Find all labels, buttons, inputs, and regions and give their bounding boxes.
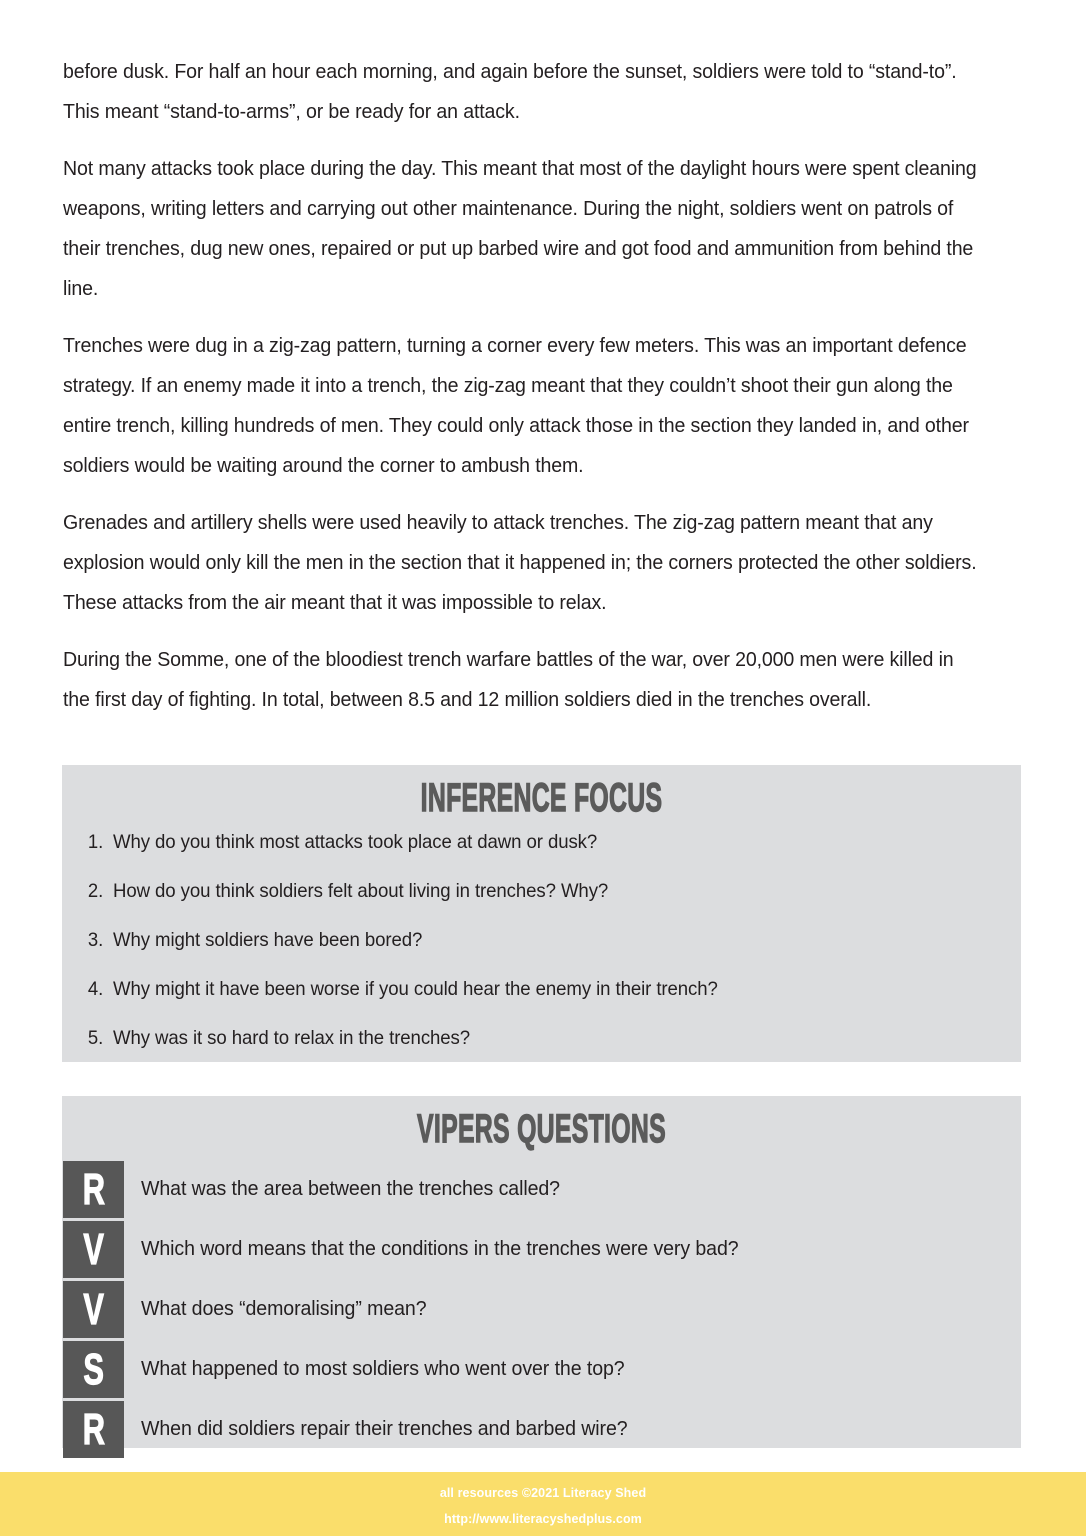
- inference-question-list: [62, 829, 1021, 1074]
- question-number: 2.: [87, 880, 104, 902]
- question-text: Why do you think most attacks took place at dawn or dusk?: [113, 831, 598, 853]
- vipers-questions-panel: [62, 1096, 1021, 1454]
- question-text: How do you think soldiers felt about living in trenches? Why?: [113, 880, 609, 902]
- vipers-badge-vocabulary: [63, 1221, 124, 1278]
- vipers-badge-letter: V: [83, 1224, 104, 1274]
- footer-copyright: all resources ©2021 Literacy Shed: [439, 1486, 647, 1500]
- vipers-badge-summarise: [63, 1341, 124, 1398]
- inference-focus-title: INFERENCE FOCUS: [420, 776, 663, 820]
- list-item: [62, 1159, 1021, 1219]
- vipers-badge-letter: S: [83, 1344, 104, 1394]
- question-text: Why might it have been worse if you could hear the enemy in their trench?: [113, 978, 718, 1000]
- vipers-badge-letter: R: [82, 1164, 105, 1214]
- vipers-questions-title: VIPERS QUESTIONS: [417, 1107, 666, 1151]
- list-item: [62, 1399, 1021, 1459]
- list-item: [62, 976, 1021, 1025]
- question-text: What does “demoralising” mean?: [141, 1297, 427, 1320]
- question-text: What was the area between the trenches called?: [141, 1177, 560, 1200]
- question-number: 4.: [87, 978, 104, 1000]
- list-item: [62, 1025, 1021, 1074]
- question-number: 5.: [87, 1027, 104, 1049]
- question-text: What happened to most soldiers who went over the top?: [141, 1357, 625, 1380]
- vipers-badge-vocabulary: [63, 1281, 124, 1338]
- inference-focus-panel: [62, 765, 1021, 1062]
- list-item: [62, 1219, 1021, 1279]
- page-footer: [0, 1472, 1086, 1536]
- list-item: [62, 878, 1021, 927]
- list-item: [62, 1279, 1021, 1339]
- body-paragraph: before dusk. For half an hour each morning, and again before the sunset, soldiers were told to “stand-to”. This meant “stand-to-arms”, or be ready for an attack.: [63, 60, 957, 123]
- question-text: Why was it so hard to relax in the trenches?: [113, 1027, 471, 1049]
- vipers-badge-retrieval: [63, 1161, 124, 1218]
- question-number: 3.: [87, 929, 104, 951]
- vipers-badge-letter: R: [82, 1404, 105, 1454]
- body-paragraph: During the Somme, one of the bloodiest trench warfare battles of the war, over 20,000 men were killed in the first day of fighting. In total, between 8.5 and 12 million soldiers died in the trenches overall.: [63, 648, 954, 711]
- vipers-badge-letter: V: [83, 1284, 104, 1334]
- question-number: 1.: [87, 831, 104, 853]
- question-text: Which word means that the conditions in the trenches were very bad?: [141, 1237, 739, 1260]
- question-text: Why might soldiers have been bored?: [113, 929, 423, 951]
- article-body: [63, 52, 1021, 737]
- list-item: [62, 1339, 1021, 1399]
- vipers-badge-retrieval: [63, 1401, 124, 1458]
- question-text: When did soldiers repair their trenches and barbed wire?: [141, 1417, 628, 1440]
- vipers-question-list: [62, 1159, 1021, 1459]
- list-item: [62, 829, 1021, 878]
- body-paragraph: Trenches were dug in a zig-zag pattern, turning a corner every few meters. This was an important defence strategy. If an enemy made it into a trench, the zig-zag meant that they couldn’t shoot their gun along the entire trench, killing hundreds of men. They could only attack those in the section they landed in, and other soldiers would be waiting around the corner to ambush them.: [63, 334, 969, 477]
- body-paragraph: Not many attacks took place during the day. This meant that most of the daylight hours were spent cleaning weapons, writing letters and carrying out other maintenance. During the night, soldiers went on patrols of their trenches, dug new ones, repaired or put up barbed wire and got food and ammunition from behind the line.: [63, 157, 977, 300]
- footer-url[interactable]: http://www.literacyshedplus.com: [444, 1512, 642, 1526]
- body-paragraph: Grenades and artillery shells were used heavily to attack trenches. The zig-zag pattern meant that any explosion would only kill the men in the section that it happened in; the corners protected the other soldiers. These attacks from the air meant that it was impossible to relax.: [63, 511, 977, 614]
- list-item: [62, 927, 1021, 976]
